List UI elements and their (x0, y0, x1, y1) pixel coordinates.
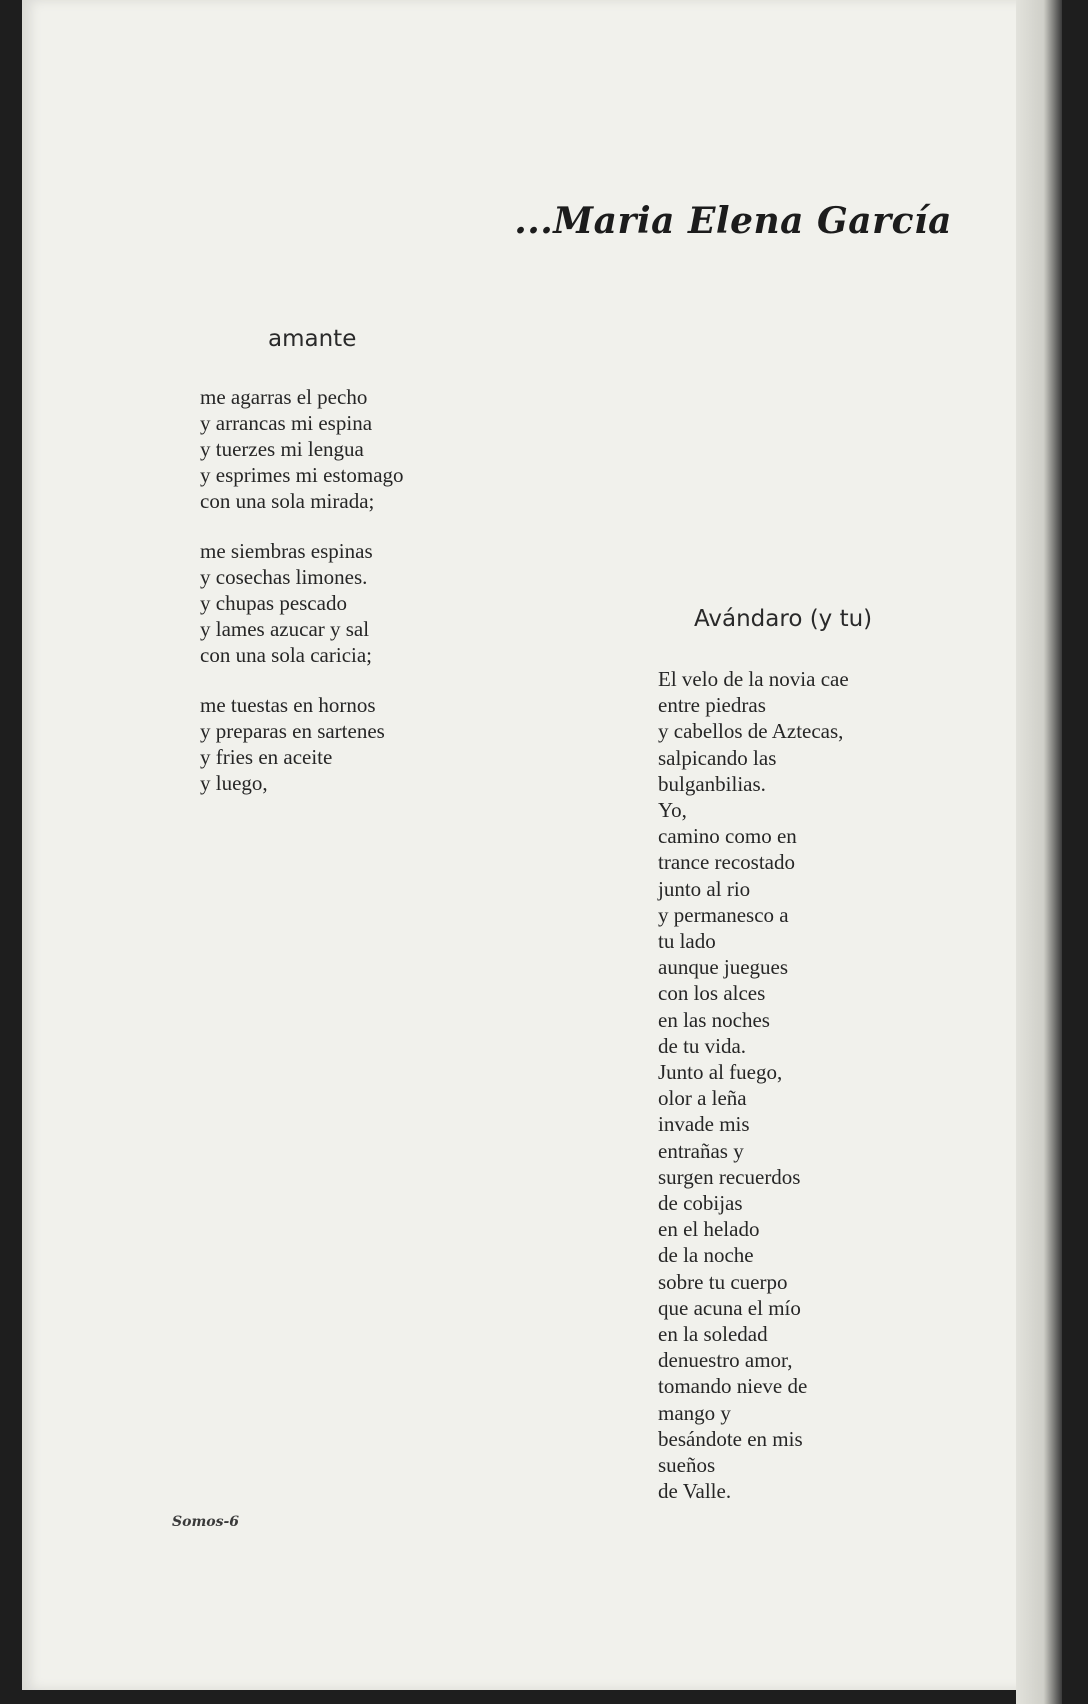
poem-line: salpicando las (658, 745, 777, 770)
author-name: ...Maria Elena García (514, 200, 952, 242)
poem-line: trance recostado (658, 850, 796, 875)
poem-line: y chupas pescado (200, 591, 347, 615)
poem-line: con una sola caricia; (200, 643, 372, 667)
poem-line: sobre tu cuerpo (658, 1269, 788, 1294)
poem-line: de tu vida. (658, 1033, 747, 1058)
poem-line: tu lado (658, 929, 716, 954)
poem-line: entre piedras (658, 693, 766, 718)
poem-line: y fries en aceite (200, 745, 333, 769)
poem-line: invade mis (658, 1112, 750, 1137)
poem-line: mango y (658, 1400, 731, 1425)
poem-avandaro (658, 666, 849, 1505)
poem-line: en la soledad (658, 1322, 768, 1347)
stanza (200, 538, 404, 668)
poem-line: me siembras espinas (200, 539, 373, 563)
poem-line: y lames azucar y sal (200, 617, 370, 641)
poem-line: olor a leña (658, 1086, 747, 1111)
poem-line: de cobijas (658, 1191, 743, 1216)
poem-line: aunque juegues (658, 955, 789, 980)
poem-line: y cosechas limones. (200, 565, 368, 589)
poem-line: y permanesco a (658, 902, 789, 927)
stanza (200, 384, 404, 514)
poem-line: denuestro amor, (658, 1348, 793, 1373)
poem-line: con una sola mirada; (200, 489, 375, 513)
book-page (22, 0, 1062, 1690)
stanza (658, 666, 849, 1505)
poem-line: de Valle. (658, 1479, 732, 1504)
poem-line: y preparas en sartenes (200, 719, 385, 743)
page-footer: Somos-6 (172, 1514, 240, 1530)
poem-line: junto al rio (658, 876, 751, 901)
poem-amante (200, 384, 404, 820)
poem-line: y arrancas mi espina (200, 411, 373, 435)
poem-line: sueños (658, 1453, 716, 1478)
poem-line: en las noches (658, 1007, 770, 1032)
poem-line: me tuestas en hornos (200, 693, 376, 717)
poem-line: Yo, (658, 798, 687, 823)
poem-title-amante: amante (268, 326, 357, 352)
poem-line: con los alces (658, 981, 766, 1006)
poem-line: me agarras el pecho (200, 385, 368, 409)
poem-line: y esprimes mi estomago (200, 463, 404, 487)
poem-line: El velo de la novia cae (658, 667, 849, 691)
poem-line: Junto al fuego, (658, 1060, 783, 1085)
poem-line: besándote en mis (658, 1426, 803, 1451)
poem-line: que acuna el mío (658, 1295, 801, 1320)
page-edge (1016, 0, 1062, 1704)
poem-line: en el helado (658, 1217, 760, 1242)
stanza (200, 692, 404, 796)
poem-line: y cabellos de Aztecas, (658, 719, 844, 744)
poem-line: y luego, (200, 771, 268, 795)
poem-line: camino como en (658, 824, 797, 849)
poem-line: de la noche (658, 1243, 754, 1268)
poem-line: entrañas y (658, 1138, 744, 1163)
poem-line: surgen recuerdos (658, 1164, 801, 1189)
poem-line: tomando nieve de (658, 1374, 808, 1399)
poem-line: bulganbilias. (658, 771, 766, 796)
poem-title-avandaro: Avándaro (y tu) (694, 606, 873, 632)
poem-line: y tuerzes mi lengua (200, 437, 364, 461)
